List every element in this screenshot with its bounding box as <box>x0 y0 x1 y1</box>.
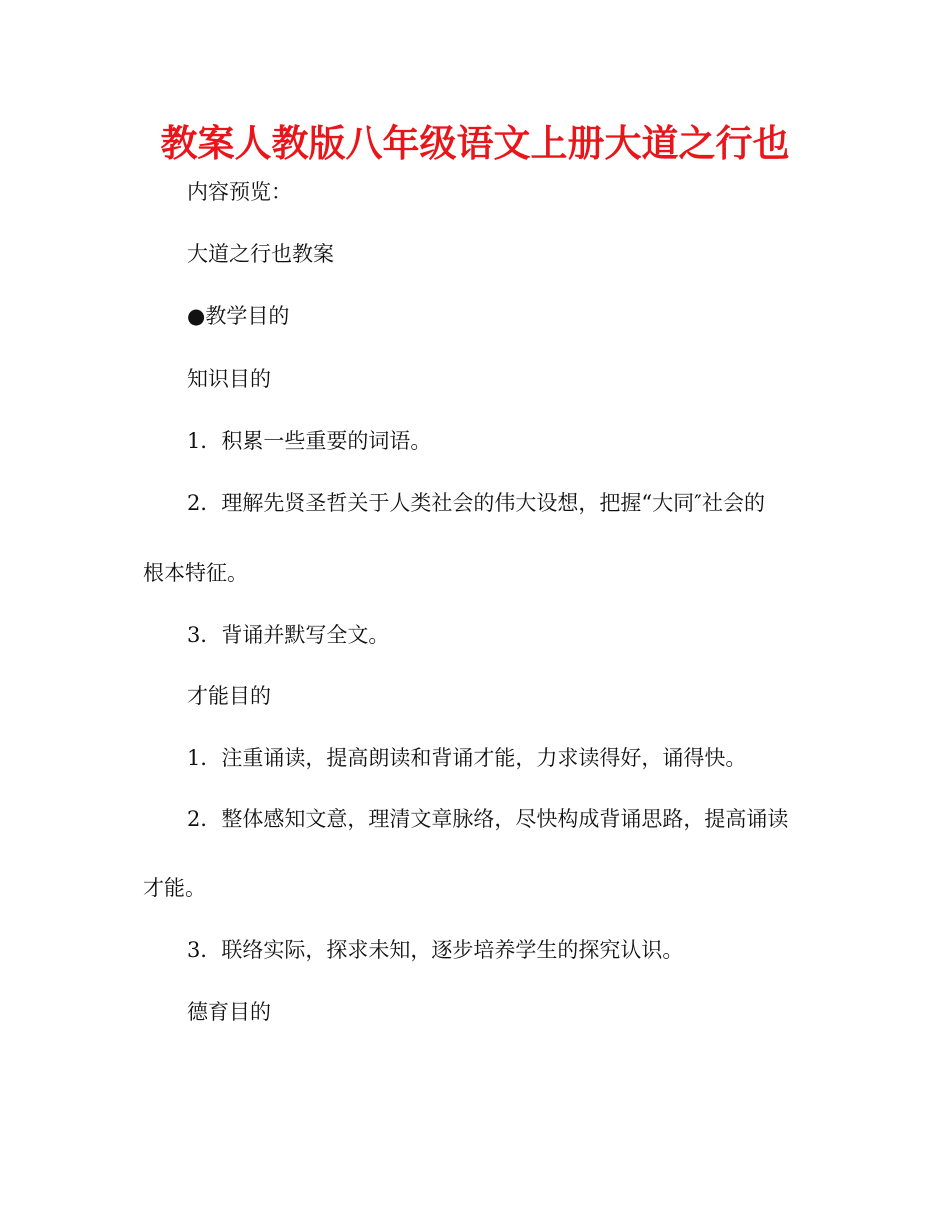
teaching-goals-heading: ●教学目的 <box>187 304 290 328</box>
ability-goal-3: 3．联络实际，探求未知，逐步培养学生的探究认识。 <box>187 938 684 962</box>
document-title: 教案人教版八年级语文上册大道之行也 <box>160 122 790 165</box>
ability-goal-2-continued: 才能。 <box>143 876 206 900</box>
ability-goals-heading: 才能目的 <box>187 684 271 708</box>
knowledge-goal-3: 3．背诵并默写全文。 <box>187 623 390 647</box>
ability-goal-2: 2．整体感知文意，理清文章脉络，尽快构成背诵思路，提高诵读 <box>187 807 789 831</box>
ability-goal-1: 1．注重诵读，提高朗读和背诵才能，力求读得好，诵得快。 <box>187 746 747 770</box>
lesson-plan-heading: 大道之行也教案 <box>187 242 334 266</box>
knowledge-goals-heading: 知识目的 <box>187 367 271 391</box>
moral-goals-heading: 德育目的 <box>187 1000 271 1024</box>
knowledge-goal-2: 2．理解先贤圣哲关于人类社会的伟大设想，把握“大同″社会的 <box>187 491 765 515</box>
preview-label: 内容预览： <box>187 180 292 204</box>
knowledge-goal-2-continued: 根本特征。 <box>143 561 248 585</box>
knowledge-goal-1: 1．积累一些重要的词语。 <box>187 429 432 453</box>
